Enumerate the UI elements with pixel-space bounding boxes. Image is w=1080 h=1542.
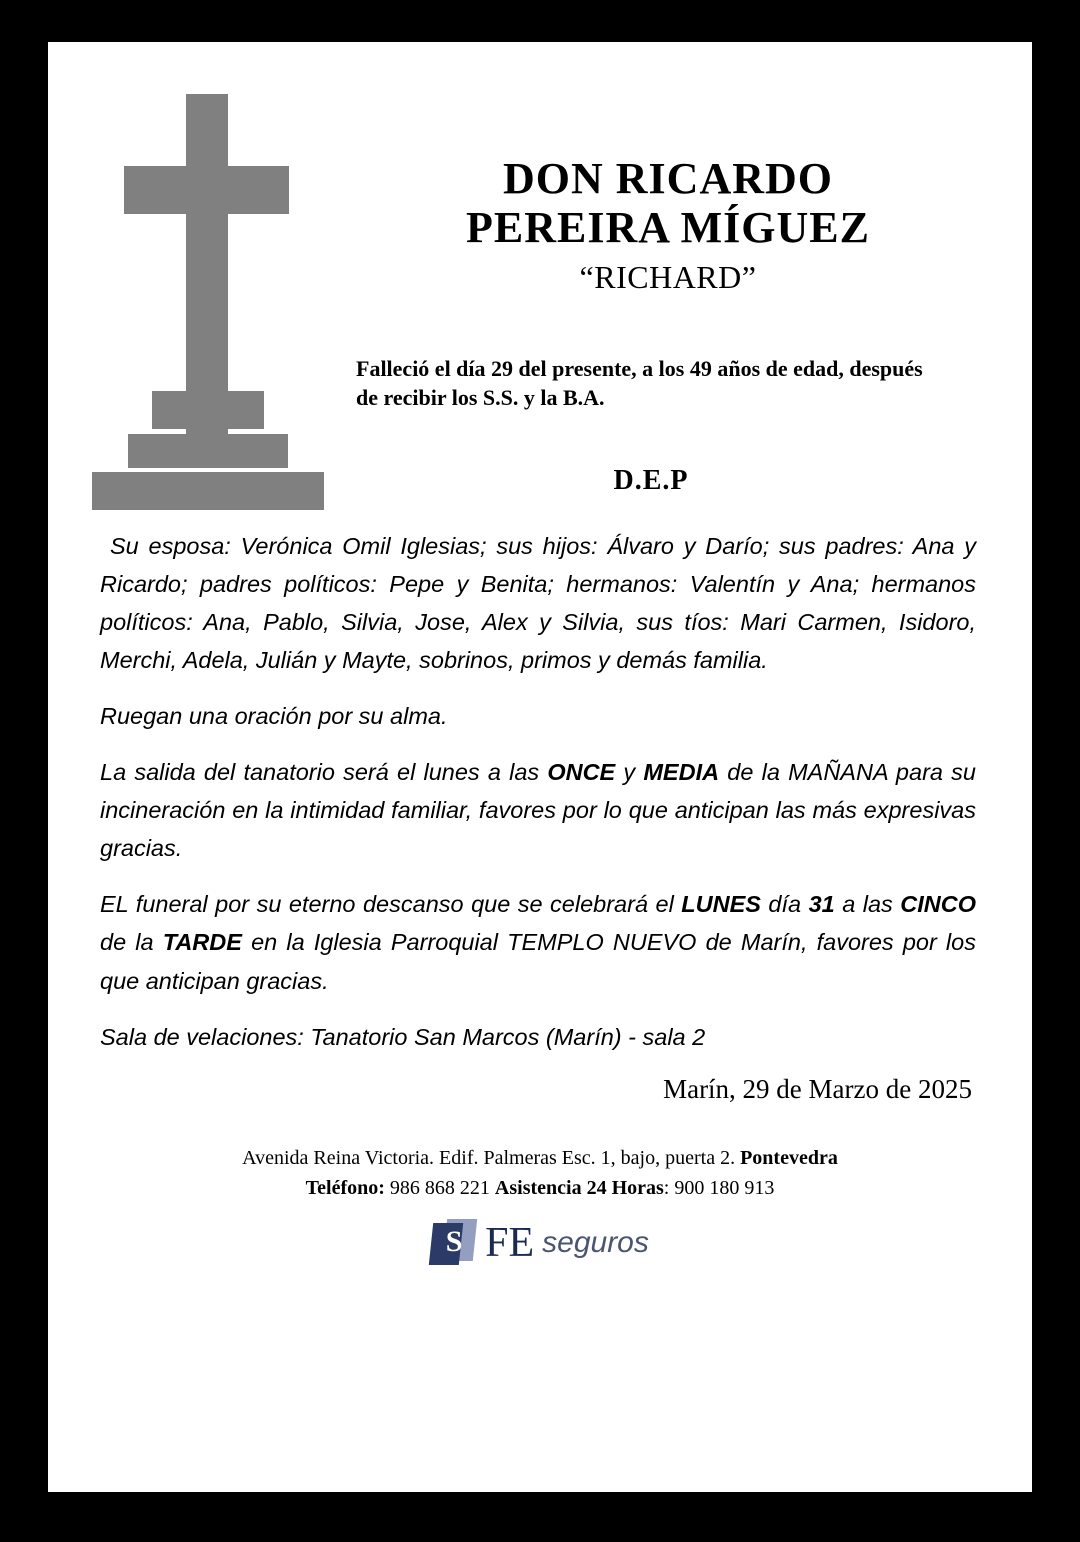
deceased-header xyxy=(322,56,1014,296)
place-and-date: Marín, 29 de Marzo de 2025 xyxy=(663,1073,972,1104)
cross-base-step-3 xyxy=(92,472,324,510)
logo-brand-text: FE xyxy=(485,1219,535,1266)
departure-text-1: La salida del tanatorio será el lunes a las xyxy=(100,759,548,786)
footer-assistance-label: Asistencia 24 Horas xyxy=(494,1176,664,1199)
obituary-card xyxy=(46,40,1034,1494)
funeral-text-1: EL funeral por su eterno descanso que se celebrará el xyxy=(100,891,682,918)
cross-icon xyxy=(90,94,330,519)
prayer-paragraph: Ruegan una oración por su alma. xyxy=(100,703,448,730)
footer-assistance-number: : 900 180 913 xyxy=(663,1176,775,1199)
death-note: Falleció el día 29 del presente, a los 49 años de edad, después de recibir los S.S. y la B.A. xyxy=(356,355,923,411)
obituary-inner-border xyxy=(42,36,1038,1498)
wake-room-paragraph: Sala de velaciones: Tanatorio San Marcos (Marín) - sala 2 xyxy=(100,1023,706,1050)
fe-logo-mark-icon xyxy=(431,1219,477,1267)
departure-text-3: de la MAÑANA para su incineración en la intimidad familiar, favores por lo que anticipan las más expresivas gracias. xyxy=(100,759,976,862)
funeral-text-2: día xyxy=(760,891,809,918)
fe-seguros-logo xyxy=(66,1219,1014,1267)
family-paragraph: Su esposa: Verónica Omil Iglesias; sus hijos: Álvaro y Darío; sus padres: Ana y Ricardo; padres políticos: Pepe y Benita; hermanos: Valentín y Ana; hermanos políticos: Ana, Pablo, Silvia, Jose, Alex y Silvia, sus tíos: Mari Carmen, Isidoro, Merchi, Adela, Julián y Mayte, sobrinos, primos y demás familia. xyxy=(100,532,976,674)
funeral-hour: CINCO xyxy=(900,891,977,918)
cross-base-step-1 xyxy=(152,391,264,429)
funeral-text-3: a las xyxy=(834,891,901,918)
footer-address-text: Avenida Reina Victoria. Edif. Palmeras Esc. 1, bajo, puerta 2. xyxy=(242,1146,741,1169)
obituary-body xyxy=(100,527,976,1056)
funeral-day-name: LUNES xyxy=(681,891,761,918)
deceased-name-line-1: DON RICARDO xyxy=(503,154,833,203)
funeral-period: TARDE xyxy=(162,929,242,956)
cross-vertical-bar xyxy=(186,94,228,442)
departure-text-2: y xyxy=(615,759,644,786)
cross-horizontal-bar xyxy=(124,166,289,214)
funeral-text-5: en la Iglesia Parroquial TEMPLO NUEVO de Marín, favores por los que anticipan gracias. xyxy=(100,929,976,994)
departure-time-half: MEDIA xyxy=(643,759,720,786)
funeral-text-4: de la xyxy=(100,929,163,956)
footer-address-line xyxy=(66,1143,1014,1173)
funeral-paragraph xyxy=(100,885,976,999)
footer-phone-number: 986 868 221 xyxy=(384,1176,495,1199)
deceased-name-line-2: PEREIRA MÍGUEZ xyxy=(466,203,870,253)
funeral-home-footer xyxy=(66,1143,1014,1203)
dep-label: D.E.P xyxy=(613,464,689,496)
footer-phone-line xyxy=(66,1173,1014,1203)
footer-address-city: Pontevedra xyxy=(740,1146,838,1169)
cross-base-step-2 xyxy=(128,434,288,468)
departure-time-hour: ONCE xyxy=(547,759,616,786)
departure-paragraph xyxy=(100,753,976,867)
funeral-day-number: 31 xyxy=(808,891,835,918)
footer-phone-label: Teléfono: xyxy=(305,1176,385,1199)
logo-tagline-text: seguros xyxy=(542,1225,649,1259)
logo-letter-s: S xyxy=(445,1224,463,1258)
deceased-nickname: “RICHARD” xyxy=(579,258,757,295)
